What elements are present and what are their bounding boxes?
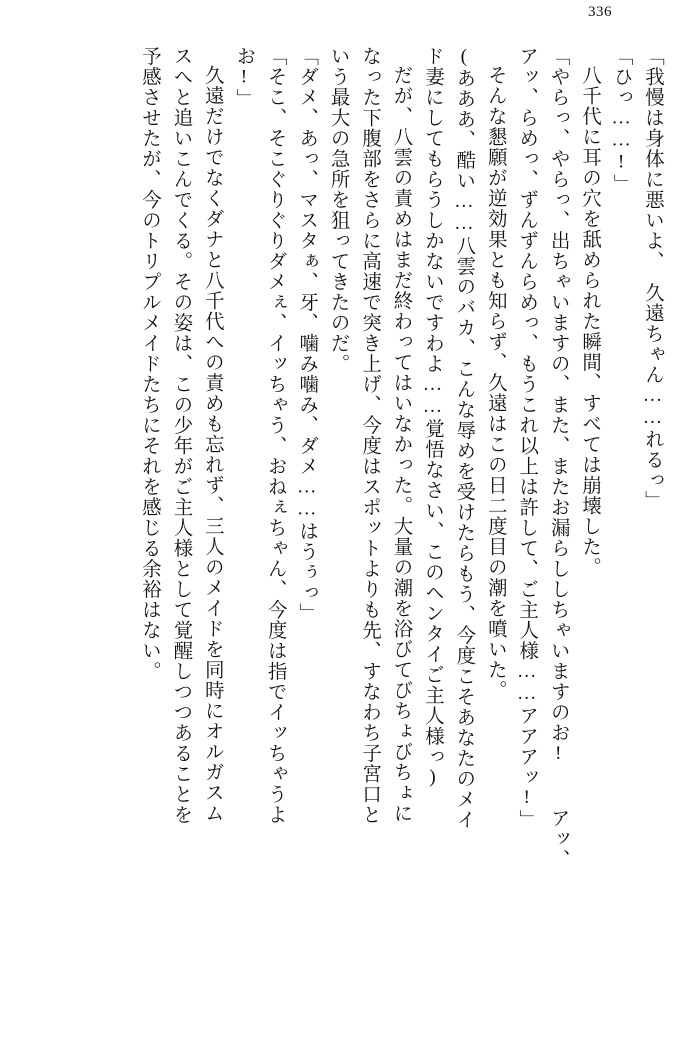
page-text-body: [26, 46, 668, 1032]
paragraph: ド妻にしてもらうしかないですわよ……覚悟なさい、このヘンタイご主人様っ): [421, 46, 443, 789]
paragraph: なった下腹部をさらに高速で突き上げ、今度はスポットよりも先、すなわち子宮口と: [359, 46, 381, 825]
paragraph: いう最大の急所を狙ってきたのだ。: [327, 46, 349, 374]
paragraph: 予感させたが、今のトリプルメイドたちにそれを感じる余裕はない。: [139, 46, 160, 682]
paragraph: 「我慢は身体に悪いよ、 久遠ちゃん……れるっ」: [642, 46, 663, 511]
paragraph: 八千代に耳の穴を舐められた瞬間、すべては崩壊した。: [579, 65, 601, 578]
paragraph: そんな懇願が逆効果とも知らず、久遠はこの日二度目の潮を噴いた。: [484, 65, 506, 701]
paragraph: アッ、らめっ、ずんずんらめっ、もうこれ以上は許して、ご主人様……アアアッ!」: [516, 46, 538, 830]
paragraph: スへと追いこんでくる。その姿は、この少年がご主人様として覚醒しつつあることを: [170, 46, 192, 825]
paragraph: 「ひっ……!」: [610, 46, 632, 195]
paragraph: 「やらっ、やらっ、出ちゃいますの、また、またお漏らししちゃいますのお! アッ、: [547, 46, 569, 870]
paragraph: 久遠だけでなくダナと八千代への責めも忘れず、三人のメイドを同時にオルガスム: [201, 65, 223, 824]
paragraph: 「ダメ、あっ、マスタぁ、牙、噛み噛み、ダメ……はうぅっ」: [296, 46, 318, 624]
paragraph: お!」: [233, 46, 255, 110]
paragraph: (あああ、酷い……八雲のバカ、こんな辱めを受けたらもう、今度こそあなたのメイ: [453, 46, 475, 830]
paragraph: だが、八雲の責めはまだ終わってはいなかった。大量の潮を浴びてびちょびちょに: [390, 65, 412, 824]
paragraph: 「そこ、そこぐりぐりダメぇ、イッちゃう、おねぇちゃん、今度は指でイッちゃうよ: [264, 46, 286, 825]
page-number: 336: [588, 4, 612, 20]
